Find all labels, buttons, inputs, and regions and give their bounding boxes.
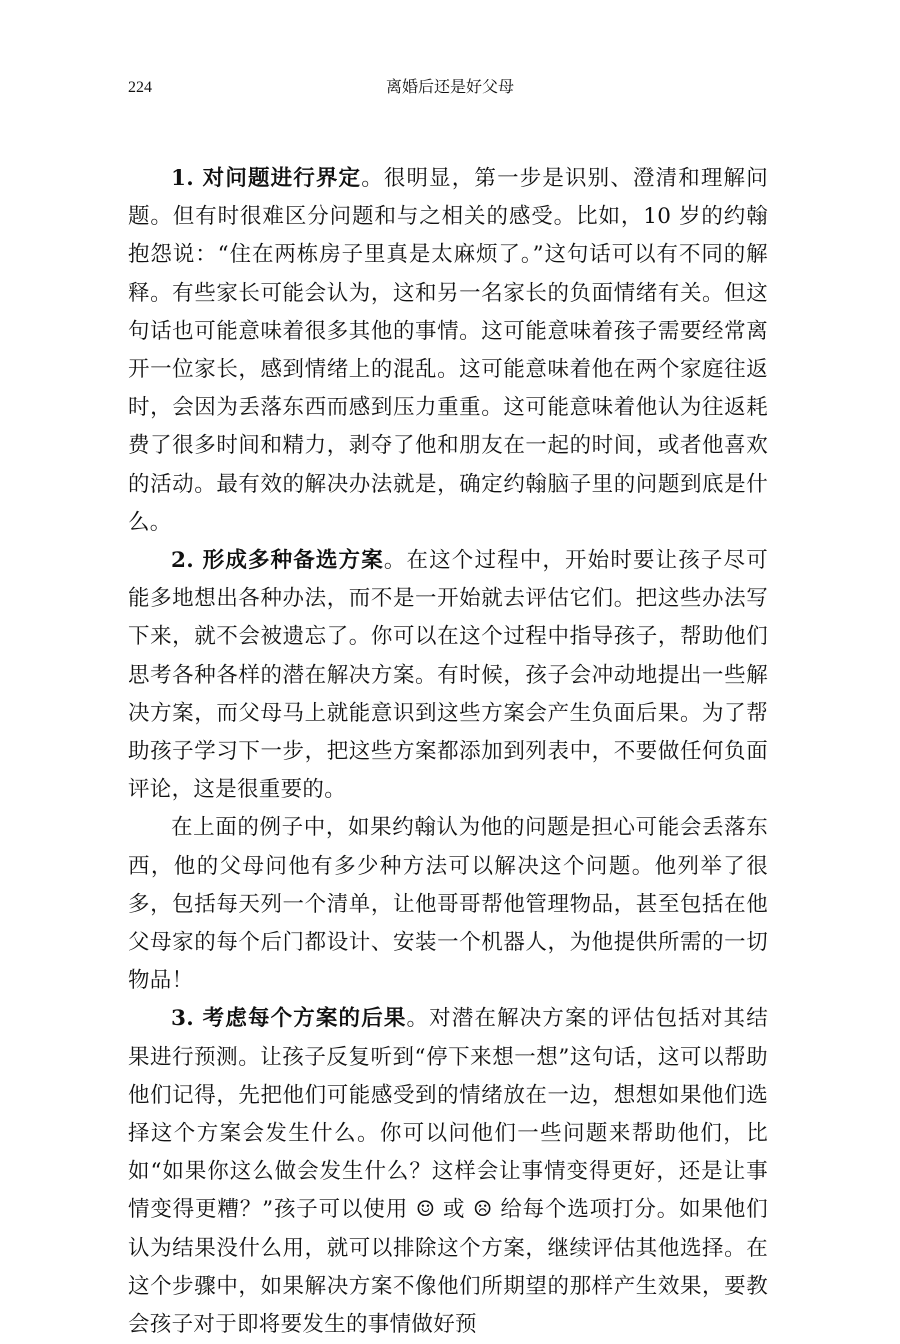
book-title: 离婚后还是好父母 [385, 77, 514, 96]
paragraph-step-1 [128, 160, 768, 542]
step-heading: 1. 对问题进行界定 [171, 166, 362, 191]
paragraph-text: 。很明显，第一步是识别、澄清和理解问题。但有时很难区分问题和与之相关的感受。比如，10 岁的约翰抱怨说：“住在两栋房子里真是太麻烦了。”这句话可以有不同的解释。有些家长可能会认为，这和另一名家长的负面情绪有关。但这句话也可能意味着很多其他的事情。这可能意味着孩子需要经常离开一位家长，感到情绪上的混乱。这可能意味着他在两个家庭往返时，会因为丢落东西而感到压力重重。这可能意味着他认为往返耗费了很多时间和精力，剥夺了他和朋友在一起的时间，或者他喜欢的活动。最有效的解决办法就是，确定约翰脑子里的问题到底是什么。 [128, 166, 768, 535]
running-header [0, 70, 900, 106]
paragraph-example [128, 809, 768, 1000]
page-body [128, 160, 768, 1344]
paragraph-text: 。在这个过程中，开始时要让孩子尽可能多地想出各种办法，而不是一开始就去评估它们。把这些办法写下来，就不会被遗忘了。你可以在这个过程中指导孩子，帮助他们思考各种各样的潜在解决方案。有时候，孩子会冲动地提出一些解决方案，而父母马上就能意识到这些方案会产生负面后果。为了帮助孩子学习下一步，把这些方案都添加到列表中，不要做任何负面评论，这是很重要的。 [128, 548, 769, 803]
paragraph-step-3 [128, 1000, 768, 1344]
paragraph-text: 。对潜在解决方案的评估包括对其结果进行预测。让孩子反复听到“停下来想一想”这句话，这可以帮助他们记得，先把他们可能感受到的情绪放在一边，想想如果他们选择这个方案会发生什么。你可以问他们一些问题来帮助他们，比如“如果你这么做会发生什么？这样会让事情变得更好，还是让事情变得更糟？”孩子可以使用 ☺ 或 ☹ 给每个选项打分。如果他们认为结果没什么用，就可以排除这个方案，继续评估其他选择。在这个步骤中，如果解决方案不像他们所期望的那样产生效果，要教会孩子对于即将要发生的事情做好预 [128, 1006, 768, 1338]
step-heading: 2. 形成多种备选方案 [171, 548, 384, 574]
paragraph-step-2 [128, 542, 768, 809]
paragraph-text: 在上面的例子中，如果约翰认为他的问题是担心可能会丢落东西，他的父母问他有多少种方法可以解决这个问题。他列举了很多，包括每天列一个清单，让他哥哥帮他管理物品，甚至包括在他父母家的每个后门都设计、安装一个机器人，为他提供所需的一切物品！ [128, 815, 768, 994]
step-heading: 3. 考虑每个方案的后果 [171, 1006, 407, 1032]
page-number: 224 [128, 79, 152, 96]
